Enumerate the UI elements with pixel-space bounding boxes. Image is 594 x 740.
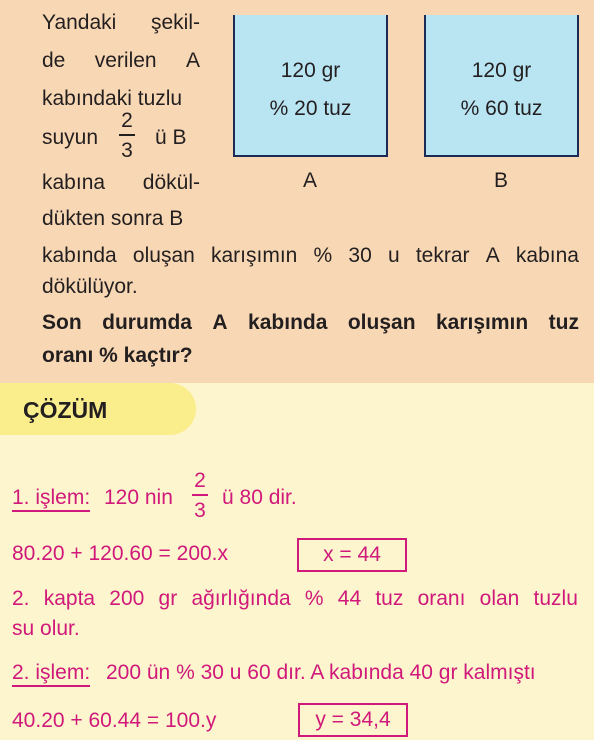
question-line-1 (42, 312, 579, 333)
container-b (424, 15, 579, 157)
answer-box-2: y = 34,4 (298, 703, 408, 737)
fraction-bar (192, 494, 208, 496)
problem-line-7 (42, 245, 579, 266)
step2-label-text: 2. işlem: (12, 661, 90, 687)
word: A (185, 49, 200, 72)
word: kabına (42, 171, 106, 194)
container-a-label: A (303, 169, 318, 192)
word: A (485, 244, 500, 267)
step1-fraction (192, 470, 208, 521)
word: karışımın (436, 311, 529, 334)
fraction-numerator: 2 (121, 109, 133, 132)
word: A (212, 311, 228, 334)
step1-label-text: 1. işlem: (12, 486, 90, 512)
problem-line-6: dükten sonra B (42, 207, 184, 230)
word: kabında (248, 311, 328, 334)
problem-line-8: dökülüyor. (42, 275, 138, 298)
word: oranı (417, 587, 466, 610)
step1-post: ü 80 dir. (222, 486, 297, 509)
word: gr (158, 587, 178, 610)
fraction-bar (119, 134, 135, 136)
problem-suyun: suyun (42, 126, 99, 149)
step1-label (12, 487, 90, 508)
problem-line-3: kabındaki tuzlu (42, 87, 183, 110)
word: 200 (109, 587, 145, 610)
word: tuzlu (533, 587, 578, 610)
container-b-salt: % 60 tuz (460, 97, 543, 120)
word: % (313, 244, 333, 267)
word: karışımın (211, 244, 298, 267)
equation-2: 40.20 + 60.44 = 100.y (12, 709, 217, 732)
answer-box-1: x = 44 (297, 538, 407, 572)
word: verilen (94, 49, 157, 72)
word: olan (479, 587, 520, 610)
problem-line-2 (42, 50, 200, 71)
solution-text-line-1 (12, 588, 578, 609)
solution-text-line-2: su olur. (12, 617, 80, 640)
solution-heading: ÇÖZÜM (23, 397, 108, 423)
word: Son (42, 311, 82, 334)
word: kapta (43, 587, 96, 610)
word: tuz (548, 311, 579, 334)
word: kabına (515, 244, 579, 267)
fraction-denominator: 3 (194, 499, 206, 522)
fraction-numerator: 2 (194, 469, 206, 492)
word: u (387, 244, 400, 267)
word: kabında (42, 244, 117, 267)
word: tekrar (415, 244, 470, 267)
word: şekil- (150, 11, 200, 34)
word: 44 (337, 587, 362, 610)
problem-u-b: ü B (155, 126, 187, 149)
equation-1: 80.20 + 120.60 = 200.x (12, 542, 229, 565)
container-b-label: B (494, 169, 509, 192)
container-a (233, 15, 388, 157)
problem-line-1 (42, 12, 200, 33)
step1-pre: 120 nin (104, 486, 173, 509)
step2-text: 200 ün % 30 u 60 dır. A kabında 40 gr kalmıştı (106, 661, 536, 684)
word: de (42, 49, 66, 72)
word: 30 (348, 244, 372, 267)
step2-label (12, 662, 90, 683)
question-line-2: oranı % kaçtır? (42, 344, 193, 367)
word: tuz (375, 587, 404, 610)
container-b-weight: 120 gr (471, 59, 532, 82)
word: Yandaki (42, 11, 117, 34)
word: 2. (12, 587, 30, 610)
word: dökül- (142, 171, 200, 194)
problem-line-5 (42, 172, 200, 193)
word: % (304, 587, 324, 610)
word: durumda (102, 311, 192, 334)
fraction-denominator: 3 (121, 139, 133, 162)
container-a-weight: 120 gr (280, 59, 341, 82)
word: ağırlığında (191, 587, 291, 610)
word: oluşan (347, 311, 416, 334)
word: oluşan (132, 244, 195, 267)
problem-fraction (119, 110, 135, 161)
container-a-salt: % 20 tuz (269, 97, 352, 120)
